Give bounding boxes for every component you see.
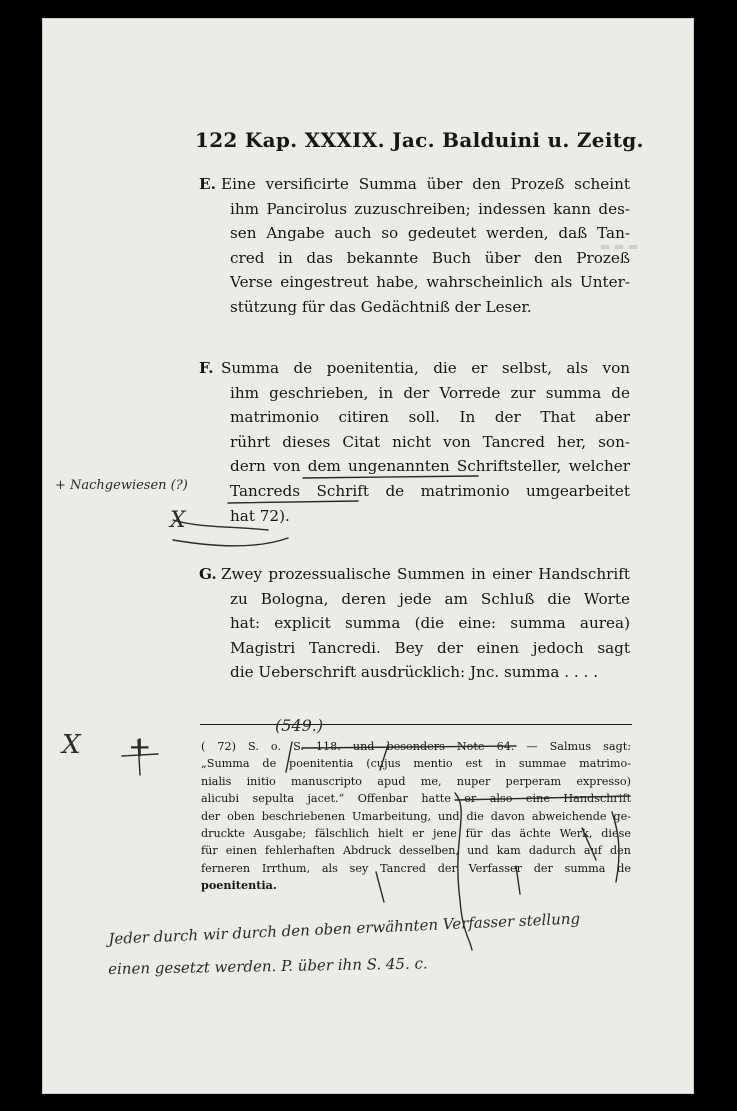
- handwritten-margin-note: + Nachgewiesen (?): [55, 478, 188, 493]
- paragraph-line: ihm geschrieben, in der Vorrede zur summa de: [230, 383, 630, 402]
- footnote-line: ( 72) S. o. S. 118. und besonders Note 64. — Salmus sagt:: [201, 740, 631, 753]
- correction-stroke: [173, 520, 268, 530]
- page-header: 122 Kap. XXXIX. Jac. Balduini u. Zeitg.: [195, 128, 644, 152]
- paragraph-line: hat 72).: [230, 506, 290, 525]
- paragraph-line: die Ueberschrift ausdrücklich: Jnc. summa . . . .: [230, 663, 599, 682]
- paragraph-line: ihm Pancirolus zuzuschreiben; indessen kann des-: [230, 199, 630, 218]
- bleed-through-text: ▬ ▬ ▬: [600, 240, 639, 253]
- correction-stroke: [516, 866, 520, 894]
- paragraph-line: Verse eingestreut habe, wahrscheinlich als Unter-: [230, 273, 630, 292]
- correction-stroke: [582, 828, 596, 860]
- paragraph-mark: F.: [199, 359, 214, 377]
- paragraph-line: zu Bologna, deren jede am Schluß die Worte: [230, 589, 630, 608]
- handwritten-note-line-2: einen gesetzt werden. P. über ihn S. 45. c.: [108, 954, 428, 978]
- footnote-line: nialis initio manuscripto apud me, nuper perperam expresso): [201, 774, 631, 788]
- handwritten-margin-plus: +: [128, 730, 152, 763]
- footnote-line: druckte Ausgabe; fälschlich hielt er jene für das ächte Werk, diese: [201, 827, 631, 841]
- paragraph-line: Eine versificirte Summa über den Prozeß scheint: [221, 175, 630, 193]
- correction-stroke: [173, 538, 288, 546]
- paragraph-line: Zwey prozessualische Summen in einer Handschrift: [221, 565, 630, 583]
- footnote-line: ferneren Irrthum, als sey Tancred der Verfasser der summa de: [201, 861, 631, 875]
- strike-line: [455, 796, 630, 800]
- footnote-line: für einen fehlerhaften Abdruck desselben, und kam dadurch auf den: [201, 844, 631, 858]
- handwritten-cross-x: X: [170, 508, 186, 533]
- strike-line: [302, 746, 516, 748]
- margin-cross-stroke: [138, 740, 140, 775]
- footnote-line: der oben beschriebenen Umarbeitung, und die davon abweichende ge-: [201, 809, 631, 823]
- paragraph-line: sen Angabe auch so gedeutet werden, daß Tan-: [230, 224, 630, 243]
- correction-stroke: [380, 745, 388, 770]
- correction-stroke: [286, 742, 292, 772]
- handwritten-page-ref: (549.): [275, 716, 324, 735]
- paragraph-mark: E.: [199, 175, 216, 193]
- paragraph-line: rührt dieses Citat nicht von Tancred her, son-: [230, 432, 630, 451]
- paragraph-line: Tancreds Schrift de matrimonio umgearbeitet: [230, 481, 630, 500]
- paragraph-line: dern von dem ungenannten Schriftsteller, welcher: [230, 457, 630, 476]
- strike-line: [303, 476, 478, 478]
- strike-line: [228, 501, 358, 503]
- paragraph-mark: G.: [199, 565, 217, 583]
- paragraph-line: Summa de poenitentia, die er selbst, als von: [221, 359, 630, 377]
- correction-stroke: [612, 812, 619, 882]
- footnote-line: poenitentia.: [201, 878, 277, 893]
- correction-stroke: [376, 872, 384, 902]
- paragraph-line: stützung für das Gedächtniß der Leser.: [230, 297, 532, 316]
- paragraph-line: matrimonio citiren soll. In der That aber: [230, 408, 630, 427]
- correction-stroke: [455, 793, 472, 950]
- footnote-line: „Summa de poenitentia (cujus mentio est in summae matrimo-: [201, 757, 631, 771]
- handwritten-note-line-1: Jeder durch wir durch den oben erwähnten Verfasser stellung: [108, 909, 581, 948]
- paragraph-line: hat: explicit summa (die eine: summa aurea): [230, 614, 630, 633]
- footnote-line: alicubi sepulta jacet.“ Offenbar hatte er also eine Handschrift: [201, 792, 631, 806]
- paragraph-line: Magistri Tancredi. Bey der einen jedoch sagt: [230, 638, 630, 657]
- margin-cross-stroke: [122, 754, 158, 756]
- paragraph-line: cred in das bekannte Buch über den Prozeß: [230, 248, 630, 267]
- handwritten-margin-cross: X: [62, 730, 81, 760]
